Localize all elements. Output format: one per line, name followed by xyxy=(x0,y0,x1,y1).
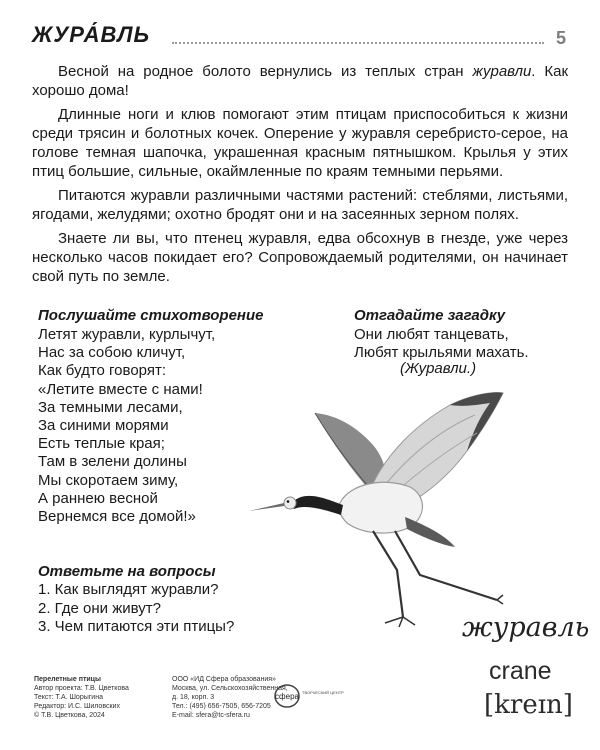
vocab-russian: журавль xyxy=(462,612,590,643)
crane-leg-front xyxy=(373,531,403,617)
footer-publisher-line: Тел.: (495) 656-7505, 656-7205 xyxy=(172,703,271,710)
poem-heading: Послушайте стихотворение xyxy=(38,307,264,324)
vocab-transcription: [kreɪn] xyxy=(484,690,573,720)
riddle-line: Они любят танцевать, xyxy=(354,326,509,343)
question-item: 1. Как выглядят журавли? xyxy=(38,581,219,598)
poem-line: Вернемся все домой!» xyxy=(38,508,196,526)
footer-credit-line: Редактор: И.С. Шиловских xyxy=(34,703,120,710)
intro-paragraph-2: Длинные ноги и клюв помогают этим птицам приспособиться к жизни среди трясин и болотных кочек. Оперение у журавля серебристо-серое, на голове темная шапочка, украшенная красным пятнышком. Крылья у этих птиц большие, сильные, окаймленные по краям темными перьями. xyxy=(32,106,568,180)
intro-text xyxy=(32,62,568,291)
footer-publisher xyxy=(172,675,288,720)
title-dotted-rule xyxy=(172,42,544,44)
footer-credit-line: © Т.В. Цветкова, 2024 xyxy=(34,712,105,719)
poem-lines xyxy=(38,326,215,526)
footer-publisher-line: Москва, ул. Сельскохозяйственная, xyxy=(172,685,288,692)
footer-publisher-line: д. 18, корп. 3 xyxy=(172,694,215,701)
questions-list xyxy=(38,581,234,637)
poem-line: А раннею весной xyxy=(38,489,158,507)
crane-neck xyxy=(290,496,343,515)
poem-line: За синими морями xyxy=(38,417,169,435)
intro-paragraph-1: Весной на родное болото вернулись из теплых стран журавли. Как хорошо дома! xyxy=(32,63,569,99)
intro-paragraph-3: Питаются журавли различными частями растений: стеблями, листьями, ягодами, желудями; охотно бродят они и на засеянных зерном полях. xyxy=(32,187,568,223)
question-item: 2. Где они живут? xyxy=(38,599,161,617)
publisher-logo xyxy=(273,683,344,709)
footer-series-title: Перелетные птицы xyxy=(34,676,101,683)
poem-line: За темными лесами, xyxy=(38,398,183,416)
logo-subtext: ТВОРЧЕСКИЙ ЦЕНТР xyxy=(302,690,344,695)
footer-credit-line: Текст: Т.А. Шорыгина xyxy=(34,694,103,701)
page-number: 5 xyxy=(556,28,567,48)
question-item: 3. Чем питаются эти птицы? xyxy=(38,618,235,635)
questions-heading: Ответьте на вопросы xyxy=(38,563,216,580)
poem-line: Есть теплые края; xyxy=(38,435,165,453)
riddle-line: Любят крыльями махать. xyxy=(354,344,529,362)
crane-beak xyxy=(249,503,284,511)
poem-line: Нас за собою кличут, xyxy=(38,344,186,362)
page-title: ЖУРА́ВЛЬ xyxy=(32,22,151,47)
logo-text: сфера xyxy=(275,692,299,701)
vocab-english: crane xyxy=(489,657,552,685)
riddle-heading: Отгадайте загадку xyxy=(354,307,506,324)
crane-illustration xyxy=(245,385,505,635)
poem-line: Мы скоротаем зиму, xyxy=(38,471,179,489)
poem-line: Там в зелени долины xyxy=(38,453,187,471)
intro-paragraph-4: Знаете ли вы, что птенец журавля, едва обсохнув в гнезде, уже через несколько часов покидает его? Сопровождаемый родителями, он начинает свой путь по земле. xyxy=(32,230,568,285)
footer-credit-line: Автор проекта: Т.В. Цветкова xyxy=(34,685,129,692)
riddle-lines xyxy=(354,326,529,362)
poem-line: «Летите вместе с нами! xyxy=(38,380,203,398)
riddle-answer: (Журавли.) xyxy=(400,360,477,377)
footer-publisher-line: ООО «ИД Сфера образования» xyxy=(172,676,276,683)
poem-line: Как будто говорят: xyxy=(38,362,166,380)
crane-far-wing xyxy=(315,413,386,485)
footer-credits xyxy=(34,675,129,720)
crane-head xyxy=(284,497,296,509)
footer-publisher-line: E-mail: sfera@tc-sfera.ru xyxy=(172,712,250,719)
poem-line: Летят журавли, курлычут, xyxy=(38,326,216,343)
